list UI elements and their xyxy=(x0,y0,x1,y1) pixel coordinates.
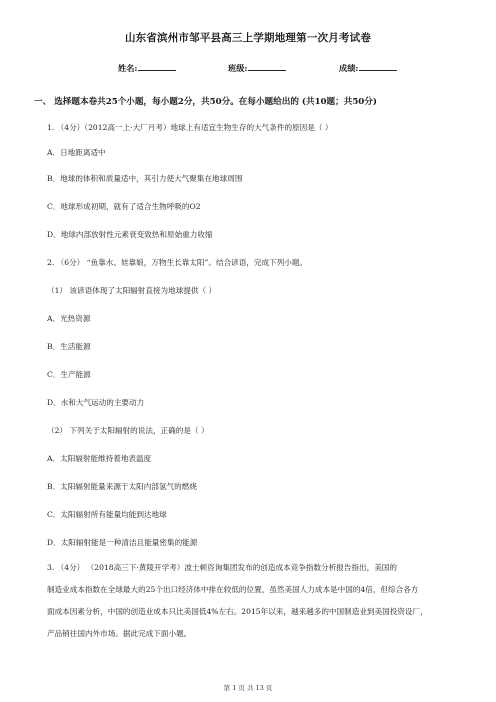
class-label: 班级: xyxy=(228,63,248,73)
question-3-line-1: 3. （4分） （2018高三下·黄陵开学考）波士顿咨询集团发布的创造成本竞争指数分析报告指出，美国的 xyxy=(47,563,397,572)
question-3-line-3: 面成本因素分析，中国的创造业成本只比美国低4%左右。2015年以来，越来越多的中国制造业到美国投资设厂， xyxy=(47,607,428,616)
class-field xyxy=(228,62,286,74)
question-1-option-d: D．地球内部放射性元素衰变致热和原始重力收缩 xyxy=(47,230,213,239)
question-2-sub2-option-b: B．太阳辐射能量来源于太阳内部氢气的燃烧 xyxy=(47,482,197,491)
question-1-option-a: A．日地距离适中 xyxy=(47,148,106,157)
score-blank xyxy=(359,62,397,71)
question-2-sub2-option-d: D．太阳辐射能是一种清洁且能量密集的能源 xyxy=(47,538,198,547)
exam-title: 山东省滨州市邹平县高三上学期地理第一次月考试卷 xyxy=(124,32,372,44)
question-2-sub1-stem: （1） 该谚语体现了太阳辐射直接为地球提供（ ） xyxy=(47,286,217,295)
name-blank xyxy=(138,62,176,71)
name-field xyxy=(118,62,176,74)
question-2-stem: 2. （6分） “鱼靠水、娃靠娘，万物生长靠太阳”。结合谚语，完成下列小题。 xyxy=(47,258,308,267)
question-2-sub1-option-c: C．生产能源 xyxy=(47,370,91,379)
question-2-sub2-option-c: C．太阳辐射所有能量均能到达地球 xyxy=(47,510,167,519)
score-field xyxy=(339,62,397,74)
student-info-row xyxy=(0,62,496,76)
question-3-line-2: 制造业成本指数在全球最大的25个出口经济体中排在较低的位置，虽然美国人力成本是中国的4倍，但综合各方 xyxy=(47,585,419,594)
class-blank xyxy=(248,62,286,71)
question-3-line-4: 产品销往国内外市场。据此完成下面小题。 xyxy=(47,629,192,638)
score-label: 成绩: xyxy=(339,63,359,73)
question-2-sub1-option-d: D．水和大气运动的主要动力 xyxy=(47,398,145,407)
question-2-sub2-stem: （2） 下列关于太阳辐射的说法，正确的是（ ） xyxy=(47,426,209,435)
question-1-option-c: C．地球形成初期，就有了适合生物呼吸的O2 xyxy=(47,202,201,211)
page-footer: 第 1 页 共 13 页 xyxy=(223,684,273,692)
question-1-option-b: B．地球的体积和质量适中，其引力使大气聚集在地球周围 xyxy=(47,174,243,183)
question-2-sub2-option-a: A．太阳辐射能维持着地表温度 xyxy=(47,454,152,463)
question-2-sub1-option-a: A．光热资源 xyxy=(47,314,91,323)
question-1-stem: 1. （4分）（2012高一上·大厂月考）地球上有适宜生物生存的大气条件的原因是（ ） xyxy=(47,123,333,132)
name-label: 姓名: xyxy=(118,63,138,73)
section-heading: 一、 选择题本卷共25个小题，每小题2分，共50分。在每小题给出的 (共10题；共50分) xyxy=(34,97,377,107)
question-2-sub1-option-b: B．生活能源 xyxy=(47,342,91,351)
